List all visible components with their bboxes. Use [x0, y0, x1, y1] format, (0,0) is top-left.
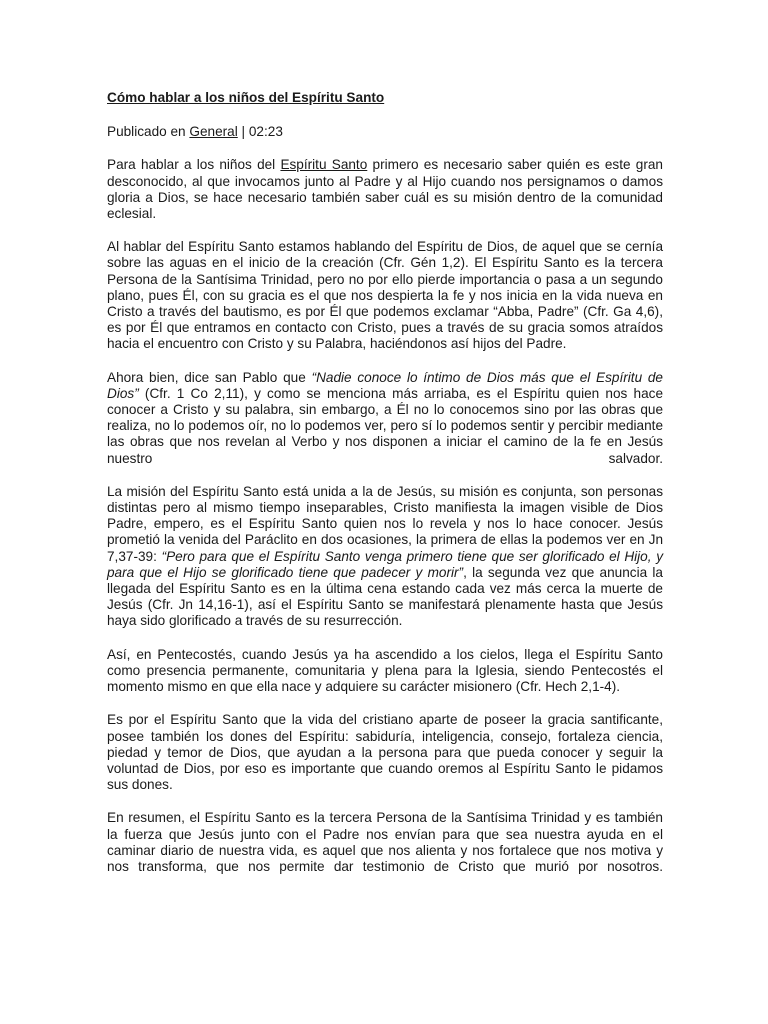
meta-separator: | [237, 124, 249, 140]
post-meta [107, 124, 663, 140]
document-title: Cómo hablar a los niños del Espíritu Santo [107, 90, 385, 105]
paragraph-1 [107, 157, 663, 222]
paragraph-4-quote: “Pero para que el Espíritu Santo venga primero tiene que ser glorificado el Hijo, y para que el Hijo se glorificado tiene que padecer y morir” [107, 548, 663, 580]
paragraph-7: En resumen, el Espíritu Santo es la tercera Persona de la Santísima Trinidad y es también la fuerza que Jesús junto con el Padre nos envían para que sea nuestra ayuda en el caminar diario de nuestra vida, es aquel que nos alienta y nos fortalece que nos motiva y nos transforma, que nos permite dar testimonio de Cristo que murió por nosotros. [107, 810, 663, 874]
post-time: 02:23 [248, 124, 283, 140]
paragraph-5: Así, en Pentecostés, cuando Jesús ya ha ascendido a los cielos, llega el Espíritu Santo como presencia permanente, comunitaria y plena para la Iglesia, siendo Pentecostés el momento mismo en que ella nace y adquiere su carácter misionero (Cfr. Hech 2,1-4). [107, 646, 663, 695]
paragraph-4-text-b: , la segunda vez que anuncia la llegada del Espíritu Santo es en la última cena estando cada vez más cerca la muerte de Jesús (Cfr. Jn 14,16-1), así el Espíritu Santo se manifestará plenamente hasta que Jesús haya sido glorificado a través de su resurrección. [107, 564, 663, 629]
paragraph-2: Al hablar del Espíritu Santo estamos hablando del Espíritu de Dios, de aquel que se cernía sobre las aguas en el inicio de la creación (Cfr. Gén 1,2). El Espíritu Santo es la tercera Persona de la Santísima Trinidad, pero no por ello pierde importancia o pasa a un segundo plano, pues Él, con su gracia es el que nos despierta la fe y nos inicia en la vida nueva en Cristo a través del bautismo, es por Él que podemos exclamar “Abba, Padre” (Cfr. Ga 4,6), es por Él que entramos en contacto con Cristo, pues a través de su gracia somos atraídos hacia el encuentro con Cristo y su Palabra, haciéndonos así hijos del Padre. [107, 239, 663, 352]
document-page [107, 90, 663, 892]
paragraph-3-text-a: Ahora bien, dice san Pablo que [107, 369, 312, 385]
category-link[interactable]: General [189, 124, 238, 140]
paragraph-1-text-b: primero es necesario saber quién es este gran desconocido, al que invocamos junto al Padre y al Hijo cuando nos persignamos o damos gloria a Dios, se hace necesario también saber cuál es su misión dentro de la comunidad eclesial. [107, 157, 663, 222]
paragraph-6: Es por el Espíritu Santo que la vida del cristiano aparte de poseer la gracia santificante, posee también los dones del Espíritu: sabiduría, inteligencia, consejo, fortaleza ciencia, piedad y temor de Dios, que ayudan a la persona para que pueda conocer y seguir la voluntad de Dios, por eso es importante que cuando oremos al Espíritu Santo le pidamos sus dones. [107, 712, 663, 793]
paragraph-4 [107, 484, 663, 630]
paragraph-4-text-a: La misión del Espíritu Santo está unida a la de Jesús, su misión es conjunta, son personas distintas pero al mismo tiempo inseparables, Cristo manifiesta la imagen visible de Dios Padre, empero, es el Espíritu Santo quien nos lo revela y nos lo hace conocer. Jesús prometió la venida del Paráclito en dos ocasiones, la primera de ellas la podemos ver en Jn 7,37-39: [107, 483, 663, 564]
espiritu-santo-link[interactable]: Espíritu Santo [280, 157, 368, 173]
meta-prefix: Publicado en [107, 124, 190, 140]
paragraph-3-quote: “Nadie conoce lo íntimo de Dios más que el Espíritu de Dios” [107, 369, 663, 401]
paragraph-1-text-a: Para hablar a los niños del [107, 157, 281, 173]
paragraph-3-text-b: (Cfr. 1 Co 2,11), y como se menciona más arriaba, es el Espíritu quien nos hace conocer a Cristo y su palabra, sin embargo, a Él no lo conocemos sino por las obras que realiza, no lo podemos oír, no lo podemos ver, pero sí lo podemos sentir y percibir mediante las obras que nos revelan al Verbo y nos disponen a iniciar el camino de la fe en Jesús nuestro salvador. [107, 385, 663, 466]
paragraph-3 [107, 370, 663, 467]
